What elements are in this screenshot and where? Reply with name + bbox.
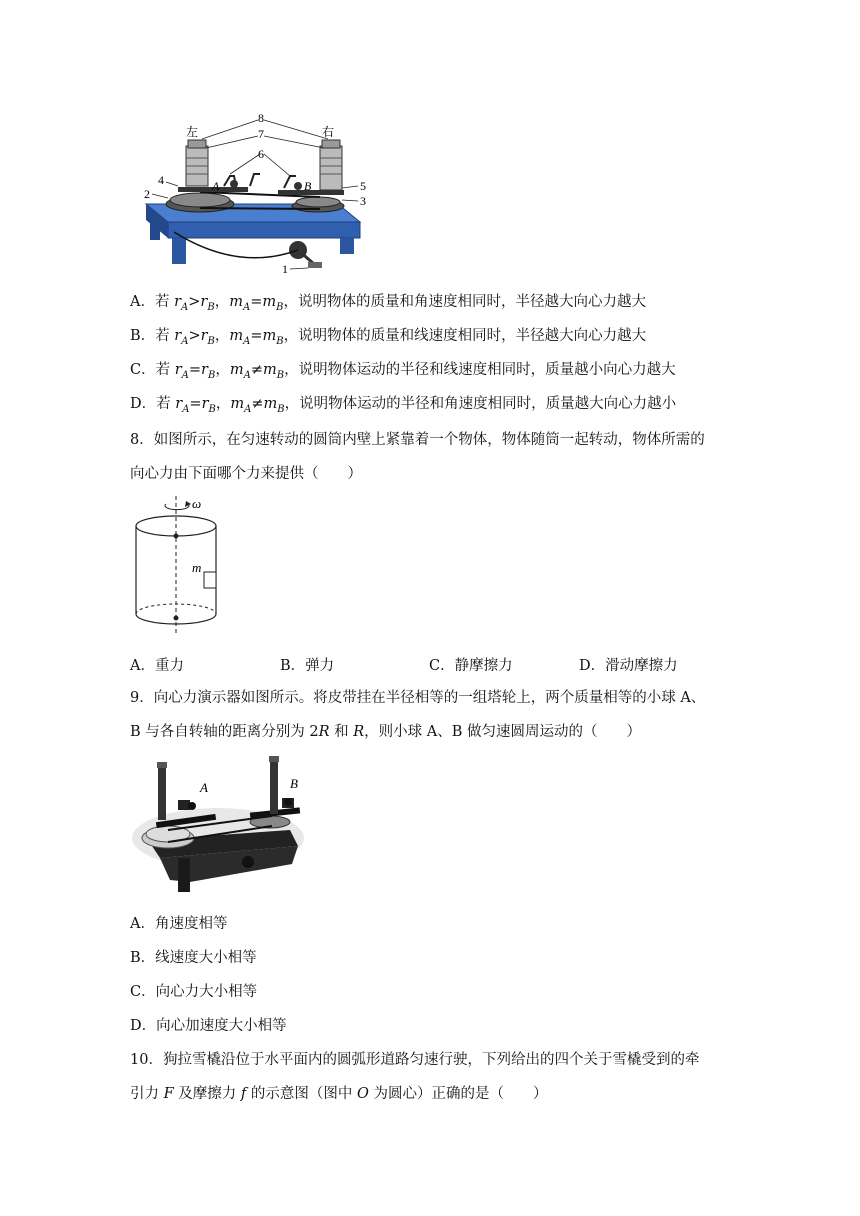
q9-stem-text-a: B 与各自转轴的距离分别为 2 — [130, 724, 319, 740]
q7-a-pre: 若 — [154, 294, 175, 310]
q7-b-ms2: B — [276, 335, 284, 347]
q7-c-m2: m — [262, 362, 277, 378]
q7-c-ms2: B — [276, 369, 285, 381]
q8-stem-line1: 8．如图所示，在匀速转动的圆筒内壁上紧靠着一个物体，物体随筒一起转动，物体所需的 — [130, 432, 705, 448]
q9-stem-line2 — [130, 720, 641, 741]
q8-option-b[interactable]: B．弹力 — [280, 658, 335, 674]
q9-var-r1: R — [318, 724, 330, 740]
q8-options — [0, 654, 860, 674]
q7-a-ms1: A — [242, 301, 251, 313]
q7-b-r2: r — [200, 328, 208, 344]
q7-a-s2: B — [207, 301, 215, 313]
q7-b-op1: > — [188, 328, 201, 344]
q7-b-pre: 若 — [155, 328, 175, 344]
q8-stem-line2: 向心力由下面哪个力来提供（ ） — [130, 466, 362, 482]
callout-6: 6 — [258, 147, 264, 161]
centripetal-apparatus-figure — [138, 112, 378, 280]
q7-b-ms1: A — [243, 335, 251, 347]
q10-text-c: 的示意图（图中 — [246, 1086, 357, 1102]
q9-var-r2: R — [353, 724, 365, 740]
q10-text-a: 引力 — [130, 1086, 164, 1102]
q7-c-r2: r — [201, 362, 208, 378]
q10-var-F: F — [163, 1086, 174, 1102]
q8-option-a[interactable]: A．重力 — [130, 658, 184, 674]
q7-d-ms2: B — [277, 403, 285, 415]
callout-3: 3 — [360, 194, 366, 208]
q7-d-text: ，说明物体运动的半径和角速度相同时，质量越大向心力越小 — [284, 396, 677, 412]
q7-c-r1: r — [174, 362, 182, 378]
q7-b-op2: = — [250, 328, 263, 344]
photo-label-a: A — [200, 780, 208, 795]
q7-c-m1: m — [229, 362, 244, 378]
q7-b-letter: B． — [130, 328, 156, 344]
label-left: 左 — [186, 125, 199, 139]
q7-b-s2: B — [207, 335, 215, 347]
q7-a-r1: r — [174, 294, 182, 310]
q7-a-op2: = — [250, 294, 263, 310]
q7-option-d[interactable] — [130, 392, 676, 415]
label-right: 右 — [322, 125, 335, 139]
q10-text-d: 为圆心）正确的是（ ） — [368, 1086, 548, 1102]
q7-d-s1: A — [182, 403, 190, 415]
q7-d-m1: m — [230, 396, 245, 412]
callout-2: 2 — [144, 187, 150, 201]
q7-d-op1: = — [189, 396, 202, 412]
q9-stem-line1: 9．向心力演示器如图所示。将皮带挂在半径相等的一组塔轮上，两个质量相等的小球 A、 — [130, 690, 706, 706]
q7-c-pre: 若 — [155, 362, 175, 378]
q10-text-b: 及摩擦力 — [173, 1086, 241, 1102]
q7-separator: ， — [215, 396, 231, 412]
q7-a-m2: m — [262, 294, 277, 310]
q9-option-b[interactable]: B．线速度大小相等 — [130, 950, 257, 966]
q7-a-text: ，说明物体的质量和角速度相同时，半径越大向心力越大 — [283, 294, 646, 310]
q7-option-c[interactable] — [130, 358, 676, 381]
q7-b-text: ，说明物体的质量和线速度相同时，半径越大向心力越大 — [283, 328, 647, 344]
q7-b-s1: A — [181, 335, 189, 347]
q7-c-text: ，说明物体运动的半径和线速度相同时，质量越小向心力越大 — [284, 362, 676, 378]
q7-b-m1: m — [229, 328, 244, 344]
q7-d-r1: r — [175, 396, 183, 412]
q7-option-b[interactable] — [130, 324, 646, 347]
q9-stem-text-c: ，则小球 A、B 做匀速圆周运动的（ ） — [364, 724, 642, 740]
q7-c-op1: = — [188, 362, 202, 378]
q7-d-pre: 若 — [156, 396, 176, 412]
q7-c-letter: C． — [130, 362, 156, 378]
q7-d-m2: m — [263, 396, 278, 412]
q7-b-r1: r — [174, 328, 182, 344]
callout-7: 7 — [258, 127, 264, 141]
q7-option-a[interactable] — [130, 290, 646, 313]
callout-4: 4 — [158, 173, 164, 187]
photo-label-b: B — [290, 776, 298, 791]
q7-c-op2: ≠ — [250, 362, 263, 378]
q7-d-r2: r — [201, 396, 209, 412]
callout-8: 8 — [258, 112, 264, 125]
q7-d-letter: D． — [130, 396, 157, 412]
q7-c-s1: A — [181, 369, 189, 381]
q10-var-O: O — [356, 1086, 369, 1102]
q7-a-letter: A． — [130, 294, 155, 310]
callout-5: 5 — [360, 179, 366, 193]
ball-a-label: A — [212, 179, 220, 193]
q7-separator: ， — [214, 328, 230, 344]
q7-a-op1: > — [188, 294, 201, 310]
q7-c-s2: B — [207, 369, 216, 381]
q9-option-a[interactable]: A．角速度相等 — [130, 916, 228, 932]
q9-option-d[interactable]: D．向心加速度大小相等 — [130, 1018, 287, 1034]
rotating-cylinder-figure — [130, 496, 230, 642]
q7-a-r2: r — [200, 294, 208, 310]
ball-b-label: B — [304, 179, 312, 193]
q8-option-c[interactable]: C．静摩擦力 — [429, 658, 513, 674]
q9-stem-text-b: 和 — [329, 724, 354, 740]
mass-label: m — [192, 560, 202, 575]
q7-d-ms1: A — [244, 403, 252, 415]
q7-d-s2: B — [208, 403, 216, 415]
q7-separator: ， — [214, 294, 230, 310]
q10-stem-line2 — [130, 1082, 547, 1103]
centripetal-demonstrator-photo — [130, 754, 306, 894]
q10-var-f: f — [240, 1086, 247, 1102]
q10-stem-line1: 10．狗拉雪橇沿位于水平面内的圆弧形道路匀速行驶，下列给出的四个关于雪橇受到的牵 — [130, 1052, 700, 1068]
q7-b-m2: m — [262, 328, 277, 344]
q7-a-m1: m — [229, 294, 243, 310]
q7-a-s1: A — [181, 301, 189, 313]
q7-separator: ， — [215, 362, 230, 378]
q8-option-d[interactable]: D．滑动摩擦力 — [579, 658, 678, 674]
q7-a-ms2: B — [276, 301, 284, 313]
q7-c-ms1: A — [243, 369, 251, 381]
q9-option-c[interactable]: C．向心力大小相等 — [130, 984, 258, 1000]
callout-1: 1 — [282, 262, 288, 276]
omega-label: ω — [192, 496, 202, 511]
q7-d-op2: ≠ — [251, 396, 264, 412]
